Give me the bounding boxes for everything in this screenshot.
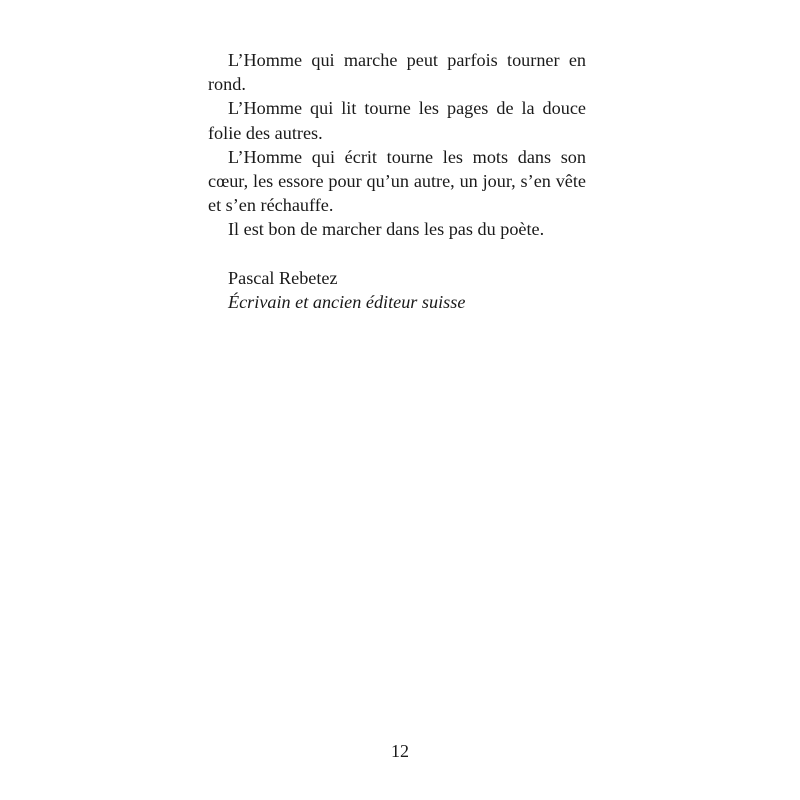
- text-block: [208, 48, 586, 314]
- author-name: Pascal Rebetez: [228, 267, 338, 288]
- paragraph-1: L’Homme qui marche peut parfois tourner en rond.: [208, 50, 586, 95]
- paragraph-2: L’Homme qui lit tourne les pages de la douce folie des autres.: [208, 98, 586, 143]
- signature: [208, 266, 586, 314]
- paragraph-4: Il est bon de marcher dans les pas du poète.: [228, 219, 545, 240]
- page-number: 12: [391, 741, 409, 761]
- author-role: Écrivain et ancien éditeur suisse: [228, 291, 466, 312]
- paragraph-3: L’Homme qui écrit tourne les mots dans son cœur, les essore pour qu’un autre, un jour, s’en vête et s’en réchauffe.: [208, 146, 586, 216]
